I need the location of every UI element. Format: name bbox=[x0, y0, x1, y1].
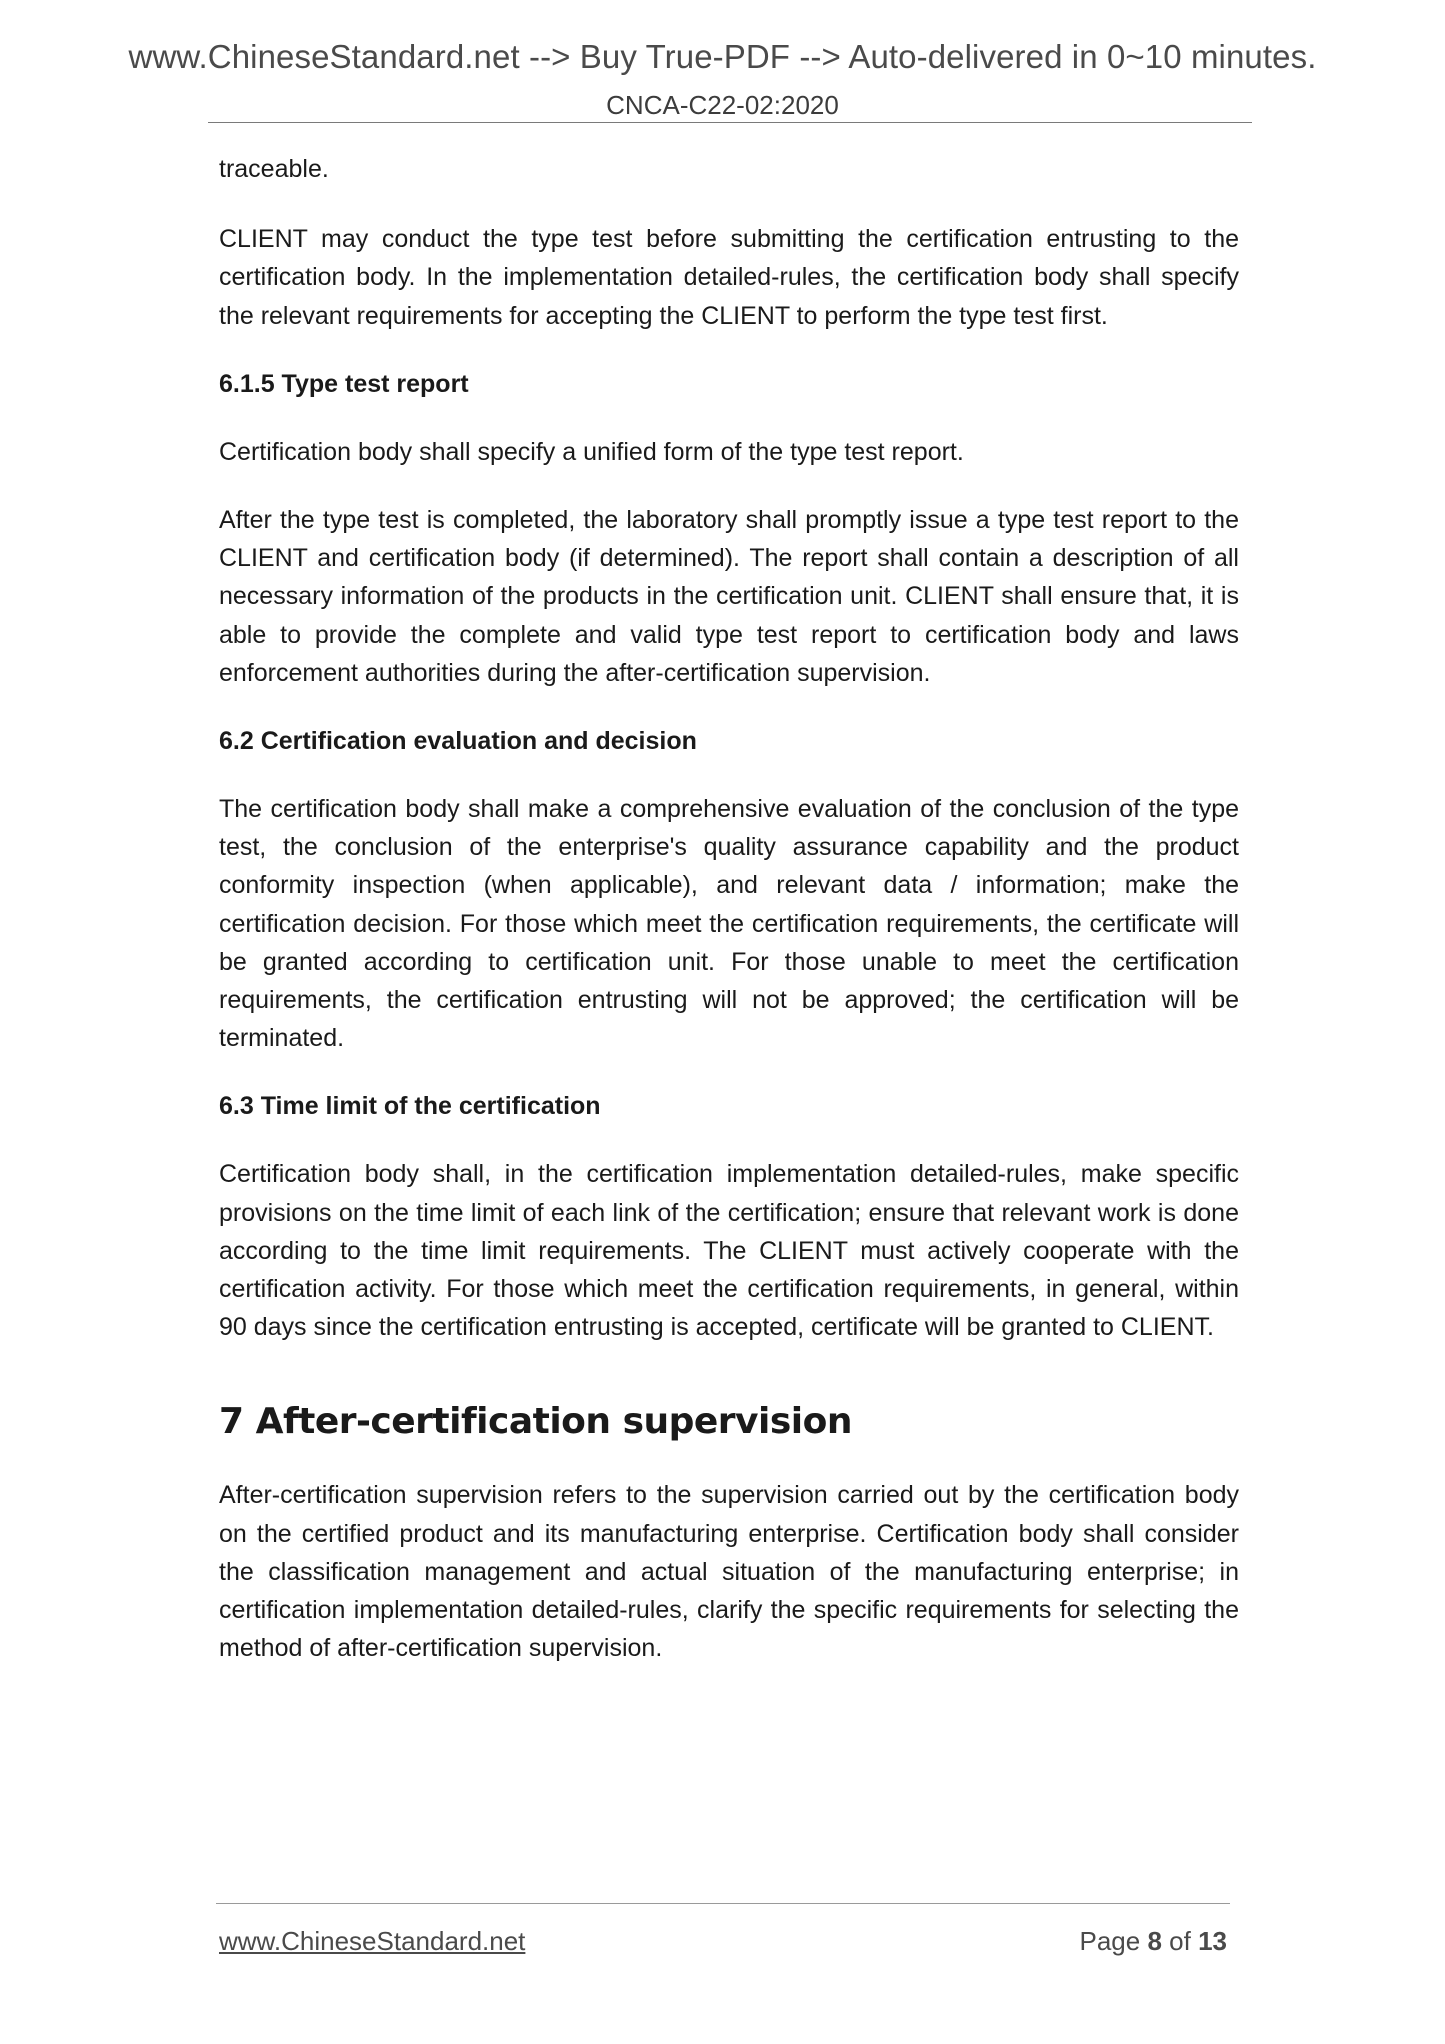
page-label: Page bbox=[1079, 1926, 1141, 1956]
paragraph-unified-form: Certification body shall specify a unified form of the type test report. bbox=[219, 437, 964, 466]
paragraph-client-type-test: CLIENT may conduct the type test before submitting the certification entrusting to the certification body. In the implementation detailed-rules, the certification body shall specify the relevant requirements for accepting the CLIENT to perform the type test first. bbox=[219, 225, 1239, 330]
page-total: 13 bbox=[1198, 1926, 1227, 1956]
paragraph-after-type-test: After the type test is completed, the laboratory shall promptly issue a type test report to the CLIENT and certification body (if determined). The report shall contain a description of all necessary information of the products in the certification unit. CLIENT shall ensure that, it is able to provide the complete and valid type test report to certification body and laws enforcement authorities during the after-certification supervision. bbox=[219, 506, 1239, 687]
section-heading-6-2: 6.2 Certification evaluation and decision bbox=[219, 727, 697, 756]
footer-divider bbox=[216, 1903, 1230, 1904]
page-indicator bbox=[1079, 1926, 1227, 1957]
of-label: of bbox=[1169, 1926, 1191, 1956]
chapter-heading-7: 7 After-certification supervision bbox=[219, 1401, 852, 1443]
paragraph-traceable: traceable. bbox=[219, 155, 329, 183]
page-current: 8 bbox=[1147, 1926, 1162, 1956]
paragraph-evaluation: The certification body shall make a comprehensive evaluation of the conclusion of the type test, the conclusion of the enterprise's quality assurance capability and the product conformity inspection (when applicable), and relevant data / information; make the certification decision. For those which meet the certification requirements, the certificate will be granted according to certification unit. For those unable to meet the certification requirements, the certification entrusting will not be approved; the certification will be terminated. bbox=[219, 795, 1239, 1053]
section-heading-6-1-5: 6.1.5 Type test report bbox=[219, 369, 469, 398]
document-body bbox=[219, 150, 1239, 1697]
paragraph-time-limit: Certification body shall, in the certification implementation detailed-rules, make specific provisions on the time limit of each link of the certification; ensure that relevant work is done according to the time limit requirements. The CLIENT must actively cooperate with the certification activity. For those which meet the certification requirements, in general, within 90 days since the certification entrusting is accepted, certificate will be granted to CLIENT. bbox=[219, 1160, 1239, 1342]
section-heading-6-3: 6.3 Time limit of the certification bbox=[219, 1092, 601, 1121]
header-divider bbox=[208, 122, 1252, 123]
footer-website-link[interactable]: www.ChineseStandard.net bbox=[219, 1926, 526, 1956]
paragraph-supervision: After-certification supervision refers to the supervision carried out by the certification body on the certified product and its manufacturing enterprise. Certification body shall consider the classification management and actual situation of the manufacturing enterprise; in certification implementation detailed-rules, clarify the specific requirements for selecting the method of after-certification supervision. bbox=[219, 1481, 1239, 1663]
header-banner: www.ChineseStandard.net --> Buy True-PDF --> Auto-delivered in 0~10 minutes. bbox=[128, 38, 1317, 75]
document-code: CNCA-C22-02:2020 bbox=[606, 90, 839, 120]
